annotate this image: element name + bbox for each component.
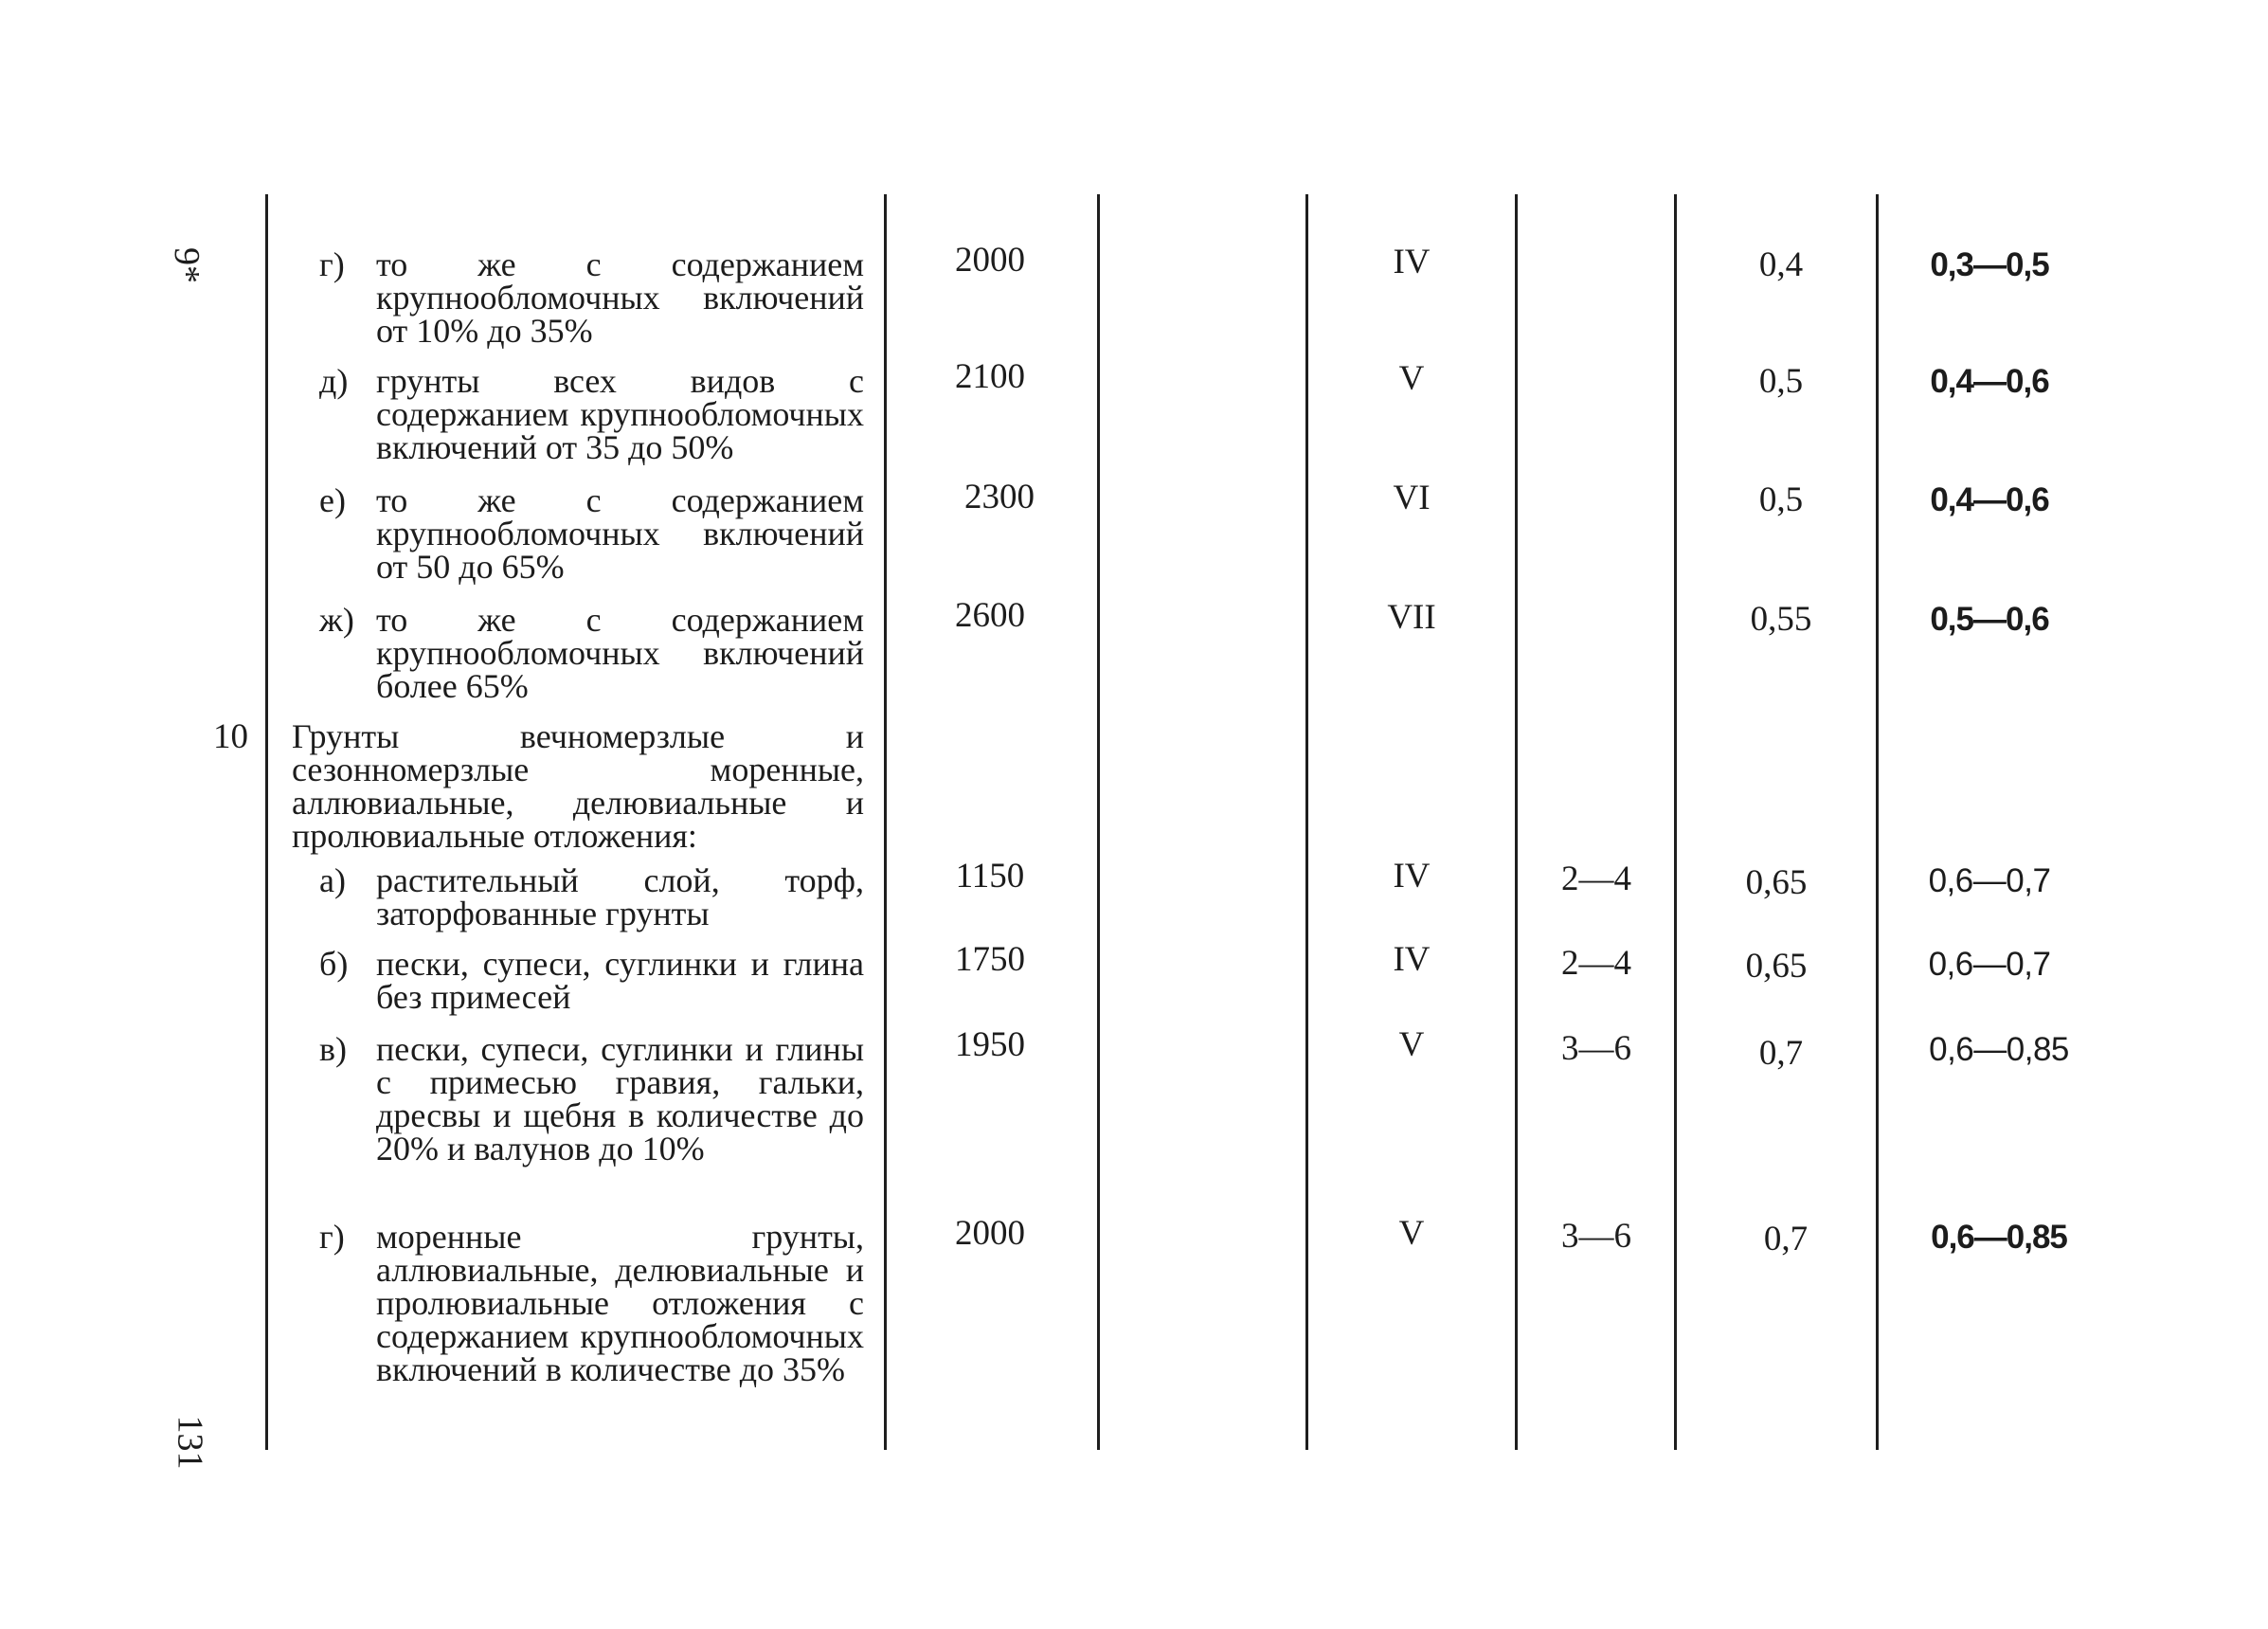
cell-value-col5: 0,7 <box>1763 1220 1809 1258</box>
row-description: пески, супеси, суглинки и глина без примесей <box>376 945 864 1016</box>
row-label: е) <box>319 481 346 519</box>
column-rule-7 <box>1876 194 1879 1450</box>
cell-value-col3: V <box>1398 359 1425 398</box>
cell-value-col1: 2100 <box>955 357 1025 396</box>
row-description: моренные грунты, аллювиальные, делювиальные и пролювиальные отложения с содержанием крупнообломочных включений в количестве до 35% <box>376 1218 864 1388</box>
row-label: д) <box>319 362 349 400</box>
cell-value-col5: 0,5 <box>1758 480 1804 519</box>
cell-value-col5: 0,5 <box>1758 362 1804 401</box>
row-label: б) <box>319 945 349 983</box>
cell-value-col1: 1950 <box>955 1025 1025 1064</box>
cell-value-col5: 0,65 <box>1745 947 1808 986</box>
row-label: в) <box>319 1030 347 1068</box>
column-rule-3 <box>1097 194 1100 1450</box>
cell-value-col5: 0,65 <box>1745 863 1808 902</box>
row-number: 10 <box>213 717 248 756</box>
cell-value-col4: 3—6 <box>1561 1217 1631 1256</box>
row-label: а) <box>319 861 346 899</box>
cell-value-col1: 2000 <box>955 241 1025 280</box>
cell-value-col6: 0,4—0,6 <box>1930 481 2049 518</box>
row-description: то же с содержанием крупнообломочных включений более 65% <box>376 601 864 705</box>
cell-value-col3: VI <box>1393 479 1431 517</box>
cell-value-col4: 2—4 <box>1561 860 1631 898</box>
cell-value-col3: IV <box>1393 940 1431 979</box>
row-description: грунты всех видов с содержанием крупнообломочных включений от 35 до 50% <box>376 362 864 466</box>
column-rule-4 <box>1305 194 1308 1450</box>
cell-value-col4: 2—4 <box>1561 944 1631 983</box>
cell-value-col3: IV <box>1393 857 1431 896</box>
row-description: то же с содержанием крупнообломочных включений от 10% до 35% <box>376 245 864 350</box>
section-heading: Грунты вечномерзлые и сезонномерзлые моренные, аллювиальные, делювиальные и пролювиальные отложения: <box>292 717 864 855</box>
cell-value-col3: V <box>1398 1025 1425 1064</box>
row-label: г) <box>319 1218 345 1256</box>
cell-value-col5: 0,7 <box>1758 1034 1804 1073</box>
cell-value-col5: 0,4 <box>1758 245 1804 284</box>
cell-value-col5: 0,55 <box>1750 600 1812 639</box>
column-rule-5 <box>1515 194 1518 1450</box>
column-rule-6 <box>1674 194 1677 1450</box>
cell-value-col4: 3—6 <box>1561 1029 1631 1068</box>
cell-value-col6: 0,6—0,7 <box>1928 946 2051 983</box>
row-description: пески, супеси, суглинки и глины с примесью гравия, гальки, дресвы и щебня в количестве до 20% и валунов до 10% <box>376 1030 864 1167</box>
column-rule-2 <box>884 194 887 1450</box>
row-description: растительный слой, торф, заторфованные грунты <box>376 861 864 932</box>
cell-value-col1: 2000 <box>955 1214 1025 1253</box>
cell-value-col3: VII <box>1387 598 1436 637</box>
cell-value-col3: V <box>1398 1214 1425 1253</box>
cell-value-col3: IV <box>1393 243 1431 281</box>
row-description: то же с содержанием крупнообломочных включений от 50 до 65% <box>376 481 864 586</box>
cell-value-col1: 1750 <box>955 940 1025 979</box>
cell-value-col1: 2300 <box>964 478 1035 516</box>
cell-value-col6: 0,6—0,7 <box>1928 862 2051 899</box>
page-mark-top: 9* <box>167 247 207 283</box>
row-label: г) <box>319 245 345 283</box>
column-rule-1 <box>265 194 268 1450</box>
cell-value-col1: 1150 <box>955 857 1025 896</box>
cell-value-col6: 0,6—0,85 <box>1929 1031 2069 1068</box>
cell-value-col1: 2600 <box>955 596 1025 635</box>
cell-value-col6: 0,4—0,6 <box>1930 363 2049 400</box>
page-number: 131 <box>170 1415 210 1470</box>
row-label: ж) <box>319 601 354 639</box>
cell-value-col6: 0,3—0,5 <box>1930 246 2049 283</box>
cell-value-col6: 0,6—0,85 <box>1931 1219 2067 1256</box>
cell-value-col6: 0,5—0,6 <box>1930 601 2049 638</box>
